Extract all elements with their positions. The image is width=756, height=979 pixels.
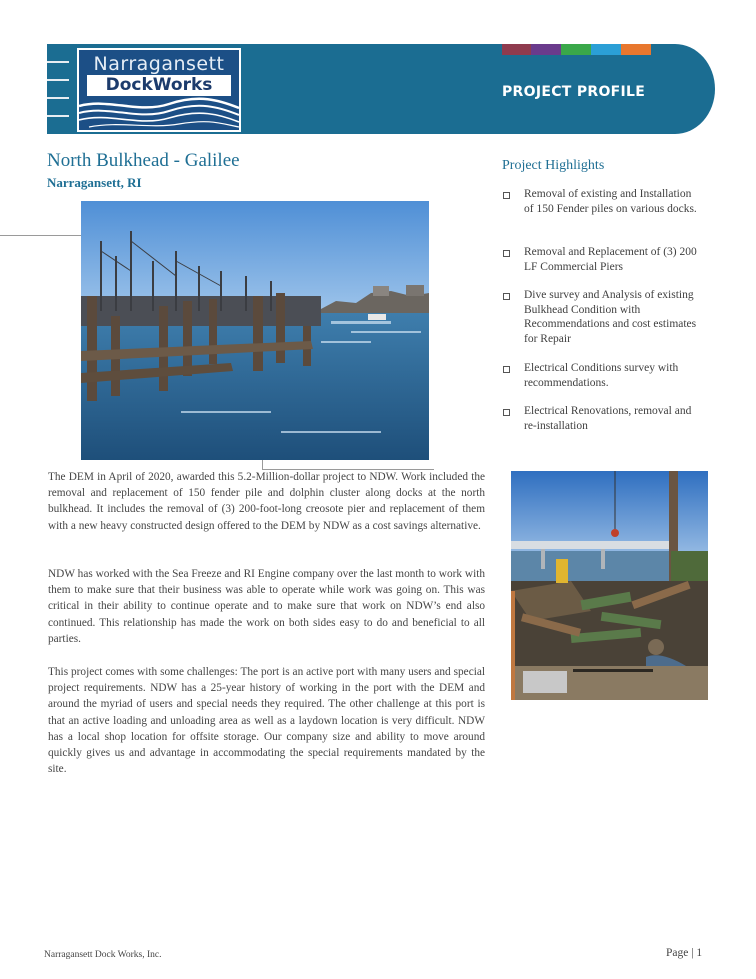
highlights-heading: Project Highlights — [502, 158, 605, 173]
checkbox-bullet-icon — [503, 409, 510, 416]
checkbox-bullet-icon — [503, 293, 510, 300]
page-title: North Bulkhead - Galilee — [47, 150, 240, 171]
color-strip-segment — [502, 44, 531, 55]
project-location: Narragansett, RI — [47, 175, 142, 190]
body-paragraph: NDW has worked with the Sea Freeze and RI Engine company over the last month to work with them to make sure that their business was able to operate while work was going on. This was critical in their ability to continue operate and to make sure that work on NDW’s end also continued. This relationship has made the work on both sides easy to do and beneficial to all parties. — [48, 568, 485, 645]
construction-photo — [511, 471, 708, 700]
highlight-item: Removal of existing and Installation of 150 Fender piles on various docks. — [524, 188, 697, 215]
decorative-rule — [0, 235, 82, 236]
checkbox-bullet-icon — [503, 192, 510, 199]
checkbox-bullet-icon — [503, 250, 510, 257]
decorative-dash — [47, 97, 69, 99]
color-strip-segment — [591, 44, 621, 55]
checkbox-bullet-icon — [503, 366, 510, 373]
project-profile-label: PROJECT PROFILE — [502, 84, 646, 100]
color-strip-segment — [561, 44, 591, 55]
wave-icon — [79, 96, 239, 130]
highlight-item: Electrical Conditions survey with recommendations. — [524, 362, 679, 389]
decorative-dash — [47, 61, 69, 63]
body-paragraph: The DEM in April of 2020, awarded this 5.2-Million-dollar project to NDW. Work included the removal and replacement of 150 fender pile and dolphin cluster along docks at the north bulkhead. It includes the removal of (3) 200-foot-long creosote pier and replacement of them with a new heavy constructed design offered to the DEM by NDW as a cost savings alternative. — [48, 471, 485, 532]
decorative-dash — [47, 115, 69, 117]
highlight-item: Dive survey and Analysis of existing Bulkhead Condition with Recommendations and cost estimates for Repair — [524, 289, 697, 346]
company-logo — [77, 48, 241, 132]
footer-company: Narragansett Dock Works, Inc. — [44, 950, 162, 960]
page-number: Page | 1 — [666, 947, 703, 959]
color-strip-segment — [621, 44, 651, 55]
decorative-dash — [47, 79, 69, 81]
logo-text-bottom: DockWorks — [87, 75, 231, 96]
highlight-item: Electrical Renovations, removal and re-installation — [524, 405, 692, 432]
highlight-item: Removal and Replacement of (3) 200 LF Commercial Piers — [524, 246, 697, 273]
color-strip-segment — [531, 44, 561, 55]
harbor-photo — [81, 201, 429, 460]
body-paragraph: This project comes with some challenges: The port is an active port with many users and special project requirements. NDW has a 25-year history of working in the port with the DEM and around the myriad of users and special needs they required. The other challenge at this port is that an active loading and unloading area as well as a laydown location is very difficult. NDW has a local shop location for offsite storage. Our company size and ability to move around quickly gives us and advantage in accommodating the special requirements mandated by the site. — [48, 666, 485, 776]
logo-text-top: Narragansett — [93, 53, 225, 75]
